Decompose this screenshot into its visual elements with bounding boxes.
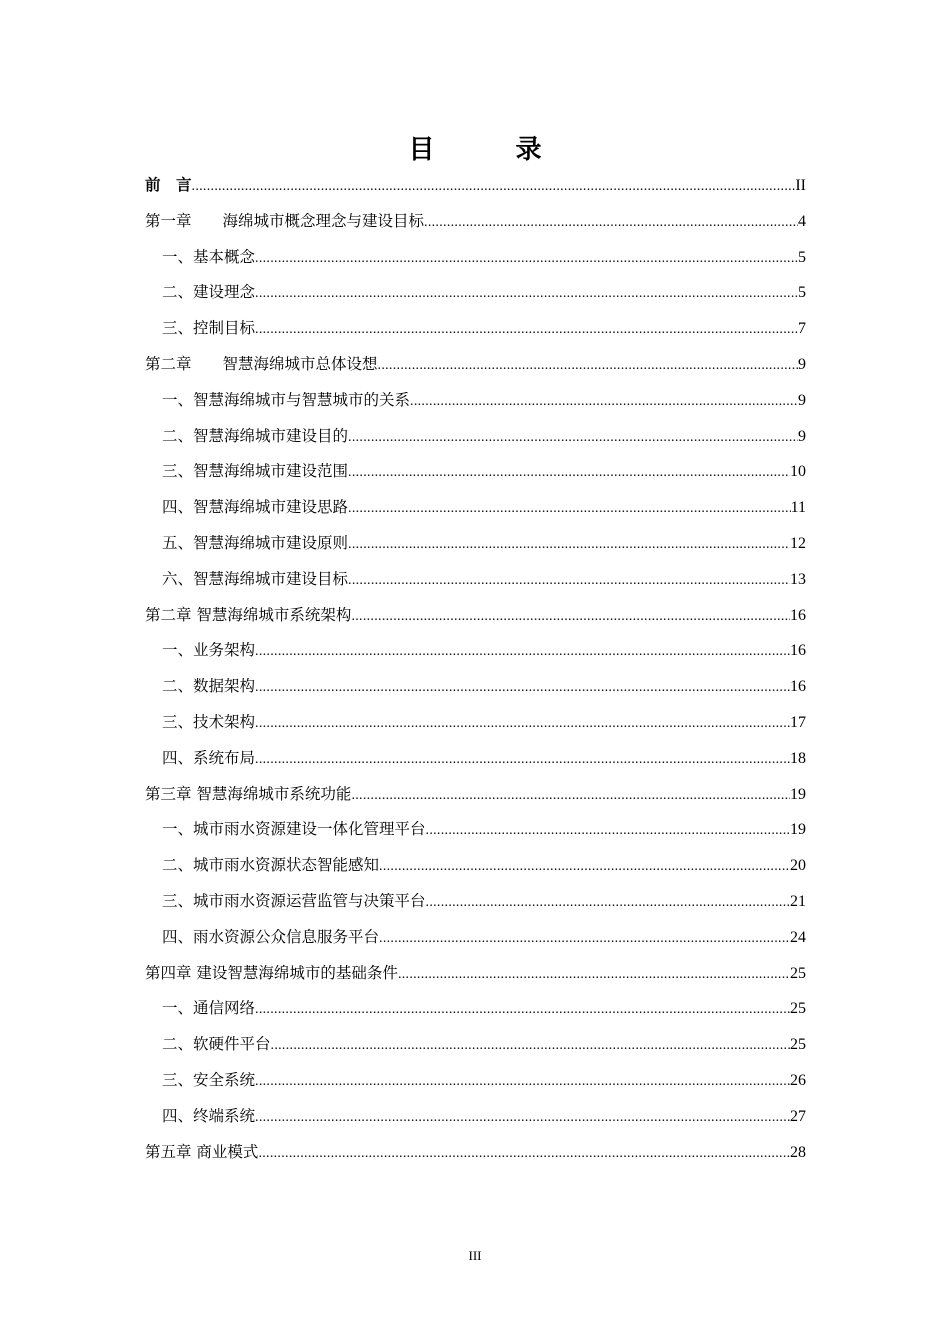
toc-dot-leader [426,885,790,921]
toc-dot-leader [426,813,790,849]
toc-dot-leader [258,1136,790,1172]
toc-dot-leader [379,849,790,885]
toc-entry-page-number: 10 [790,463,806,481]
toc-entry-label: 四、系统布局 [162,748,256,767]
toc-entry-page-number: 25 [790,1036,806,1054]
toc-entry-page-number: 16 [790,606,806,624]
toc-entry-page-number: 24 [790,928,806,946]
toc-section-entry[interactable] [145,812,806,848]
toc-section-entry[interactable] [145,669,806,705]
toc-entry-page-number: 17 [790,713,806,731]
toc-entry-label: 四、终端系统 [162,1106,256,1125]
toc-section-entry[interactable] [145,454,806,490]
toc-section-entry[interactable] [145,419,806,455]
toc-entry-page-number: 21 [790,892,806,910]
toc-section-entry[interactable] [145,311,806,347]
toc-chapter-entry[interactable] [145,168,806,204]
toc-section-entry[interactable] [145,884,806,920]
toc-dot-leader [255,312,798,348]
toc-entry-label: 三、城市雨水资源运营监管与决策平台 [162,891,426,910]
toc-entry-label: 三、安全系统 [162,1070,256,1089]
toc-entry-label: 三、控制目标 [162,319,256,338]
toc-entry-label: 六、智慧海绵城市建设目标 [162,569,349,588]
toc-dot-leader [255,992,790,1028]
toc-dot-leader [348,527,790,563]
toc-dot-leader [351,599,790,635]
toc-entry-page-number: 19 [790,785,806,803]
toc-entry-label: 一、通信网络 [162,999,256,1018]
toc-section-entry[interactable] [145,1099,806,1135]
toc-entry-label: 前 言 [145,176,192,194]
toc-entry-label: 二、城市雨水资源状态智能感知 [162,856,380,875]
toc-section-entry[interactable] [145,705,806,741]
toc-dot-leader [398,957,790,993]
toc-dot-leader [348,563,790,599]
toc-dot-leader [348,455,790,491]
toc-dot-leader [255,706,790,742]
toc-dot-leader [378,348,798,384]
toc-section-entry[interactable] [145,1063,806,1099]
toc-dot-leader [410,384,798,420]
toc-chapter-entry[interactable] [145,777,806,813]
toc-entry-page-number: 9 [798,427,806,445]
toc-entry-label: 一、业务架构 [162,641,256,660]
toc-dot-leader [271,1028,790,1064]
toc-dot-leader [255,1064,790,1100]
toc-entry-label: 二、软硬件平台 [162,1035,271,1054]
toc-entry-label: 一、基本概念 [162,247,256,266]
toc-entry-page-number: 7 [798,320,806,338]
toc-section-entry[interactable] [145,562,806,598]
toc-entry-page-number: 5 [798,248,806,266]
toc-entry-page-number: 18 [790,749,806,767]
toc-entry-label: 第三章 智慧海绵城市系统功能 [145,784,352,803]
toc-entry-page-number: 9 [798,391,806,409]
toc-chapter-entry[interactable] [145,1135,806,1171]
toc-entry-label: 第二章 智慧海绵城市系统架构 [145,605,352,624]
toc-entry-page-number: 26 [790,1071,806,1089]
toc-section-entry[interactable] [145,275,806,311]
toc-section-entry[interactable] [145,741,806,777]
toc-dot-leader [255,1100,790,1136]
toc-section-entry[interactable] [145,991,806,1027]
toc-entry-label: 第四章 建设智慧海绵城市的基础条件 [145,963,398,982]
toc-chapter-entry[interactable] [145,956,806,992]
toc-entry-label: 五、智慧海绵城市建设原则 [162,533,349,552]
toc-section-entry[interactable] [145,633,806,669]
toc-entry-page-number: 11 [790,499,806,517]
toc-section-entry[interactable] [145,383,806,419]
toc-entry-label: 第五章 商业模式 [145,1142,259,1161]
toc-entry-label: 二、数据架构 [162,677,256,696]
toc-entry-page-number: 19 [790,821,806,839]
toc-entry-page-number: 20 [790,857,806,875]
toc-section-entry[interactable] [145,920,806,956]
toc-entry-label: 一、智慧海绵城市与智慧城市的关系 [162,390,411,409]
toc-entry-page-number: 25 [790,964,806,982]
toc-dot-leader [348,491,791,527]
toc-dot-leader [255,634,790,670]
toc-entry-page-number: 13 [790,570,806,588]
toc-entry-page-number: 27 [790,1107,806,1125]
toc-dot-leader [351,778,790,814]
toc-entry-page-number: 28 [790,1143,806,1161]
page-number: III [468,1248,482,1263]
toc-entry-page-number: II [795,177,806,194]
toc-entry-page-number: 9 [798,355,806,373]
toc-dot-leader [255,276,798,312]
page-title: 目 录 [408,135,578,165]
toc-entry-page-number: 16 [790,678,806,696]
table-of-contents [145,168,806,1170]
toc-entry-page-number: 12 [790,534,806,552]
toc-entry-label: 四、雨水资源公众信息服务平台 [162,927,380,946]
toc-dot-leader [348,420,798,456]
toc-dot-leader [255,742,790,778]
toc-section-entry[interactable] [145,1027,806,1063]
toc-dot-leader [192,169,796,205]
toc-entry-page-number: 5 [798,284,806,302]
toc-section-entry[interactable] [145,240,806,276]
toc-chapter-entry[interactable] [145,347,806,383]
toc-entry-label: 第一章 海绵城市概念理念与建设目标 [145,211,425,230]
toc-entry-label: 三、技术架构 [162,712,256,731]
toc-entry-label: 第二章 智慧海绵城市总体设想 [145,354,378,373]
toc-entry-label: 二、建设理念 [162,283,256,302]
toc-entry-label: 一、城市雨水资源建设一体化管理平台 [162,820,426,839]
toc-entry-page-number: 25 [790,1000,806,1018]
toc-entry-page-number: 16 [790,642,806,660]
toc-section-entry[interactable] [145,526,806,562]
toc-entry-label: 四、智慧海绵城市建设思路 [162,498,349,517]
toc-section-entry[interactable] [145,490,806,526]
toc-entry-page-number: 4 [798,212,806,230]
toc-entry-label: 二、智慧海绵城市建设目的 [162,426,349,445]
toc-chapter-entry[interactable] [145,598,806,634]
toc-dot-leader [255,670,790,706]
toc-entry-label: 三、智慧海绵城市建设范围 [162,462,349,481]
toc-section-entry[interactable] [145,848,806,884]
toc-chapter-entry[interactable] [145,204,806,240]
toc-dot-leader [379,921,790,957]
toc-dot-leader [255,241,798,277]
toc-dot-leader [424,205,798,241]
